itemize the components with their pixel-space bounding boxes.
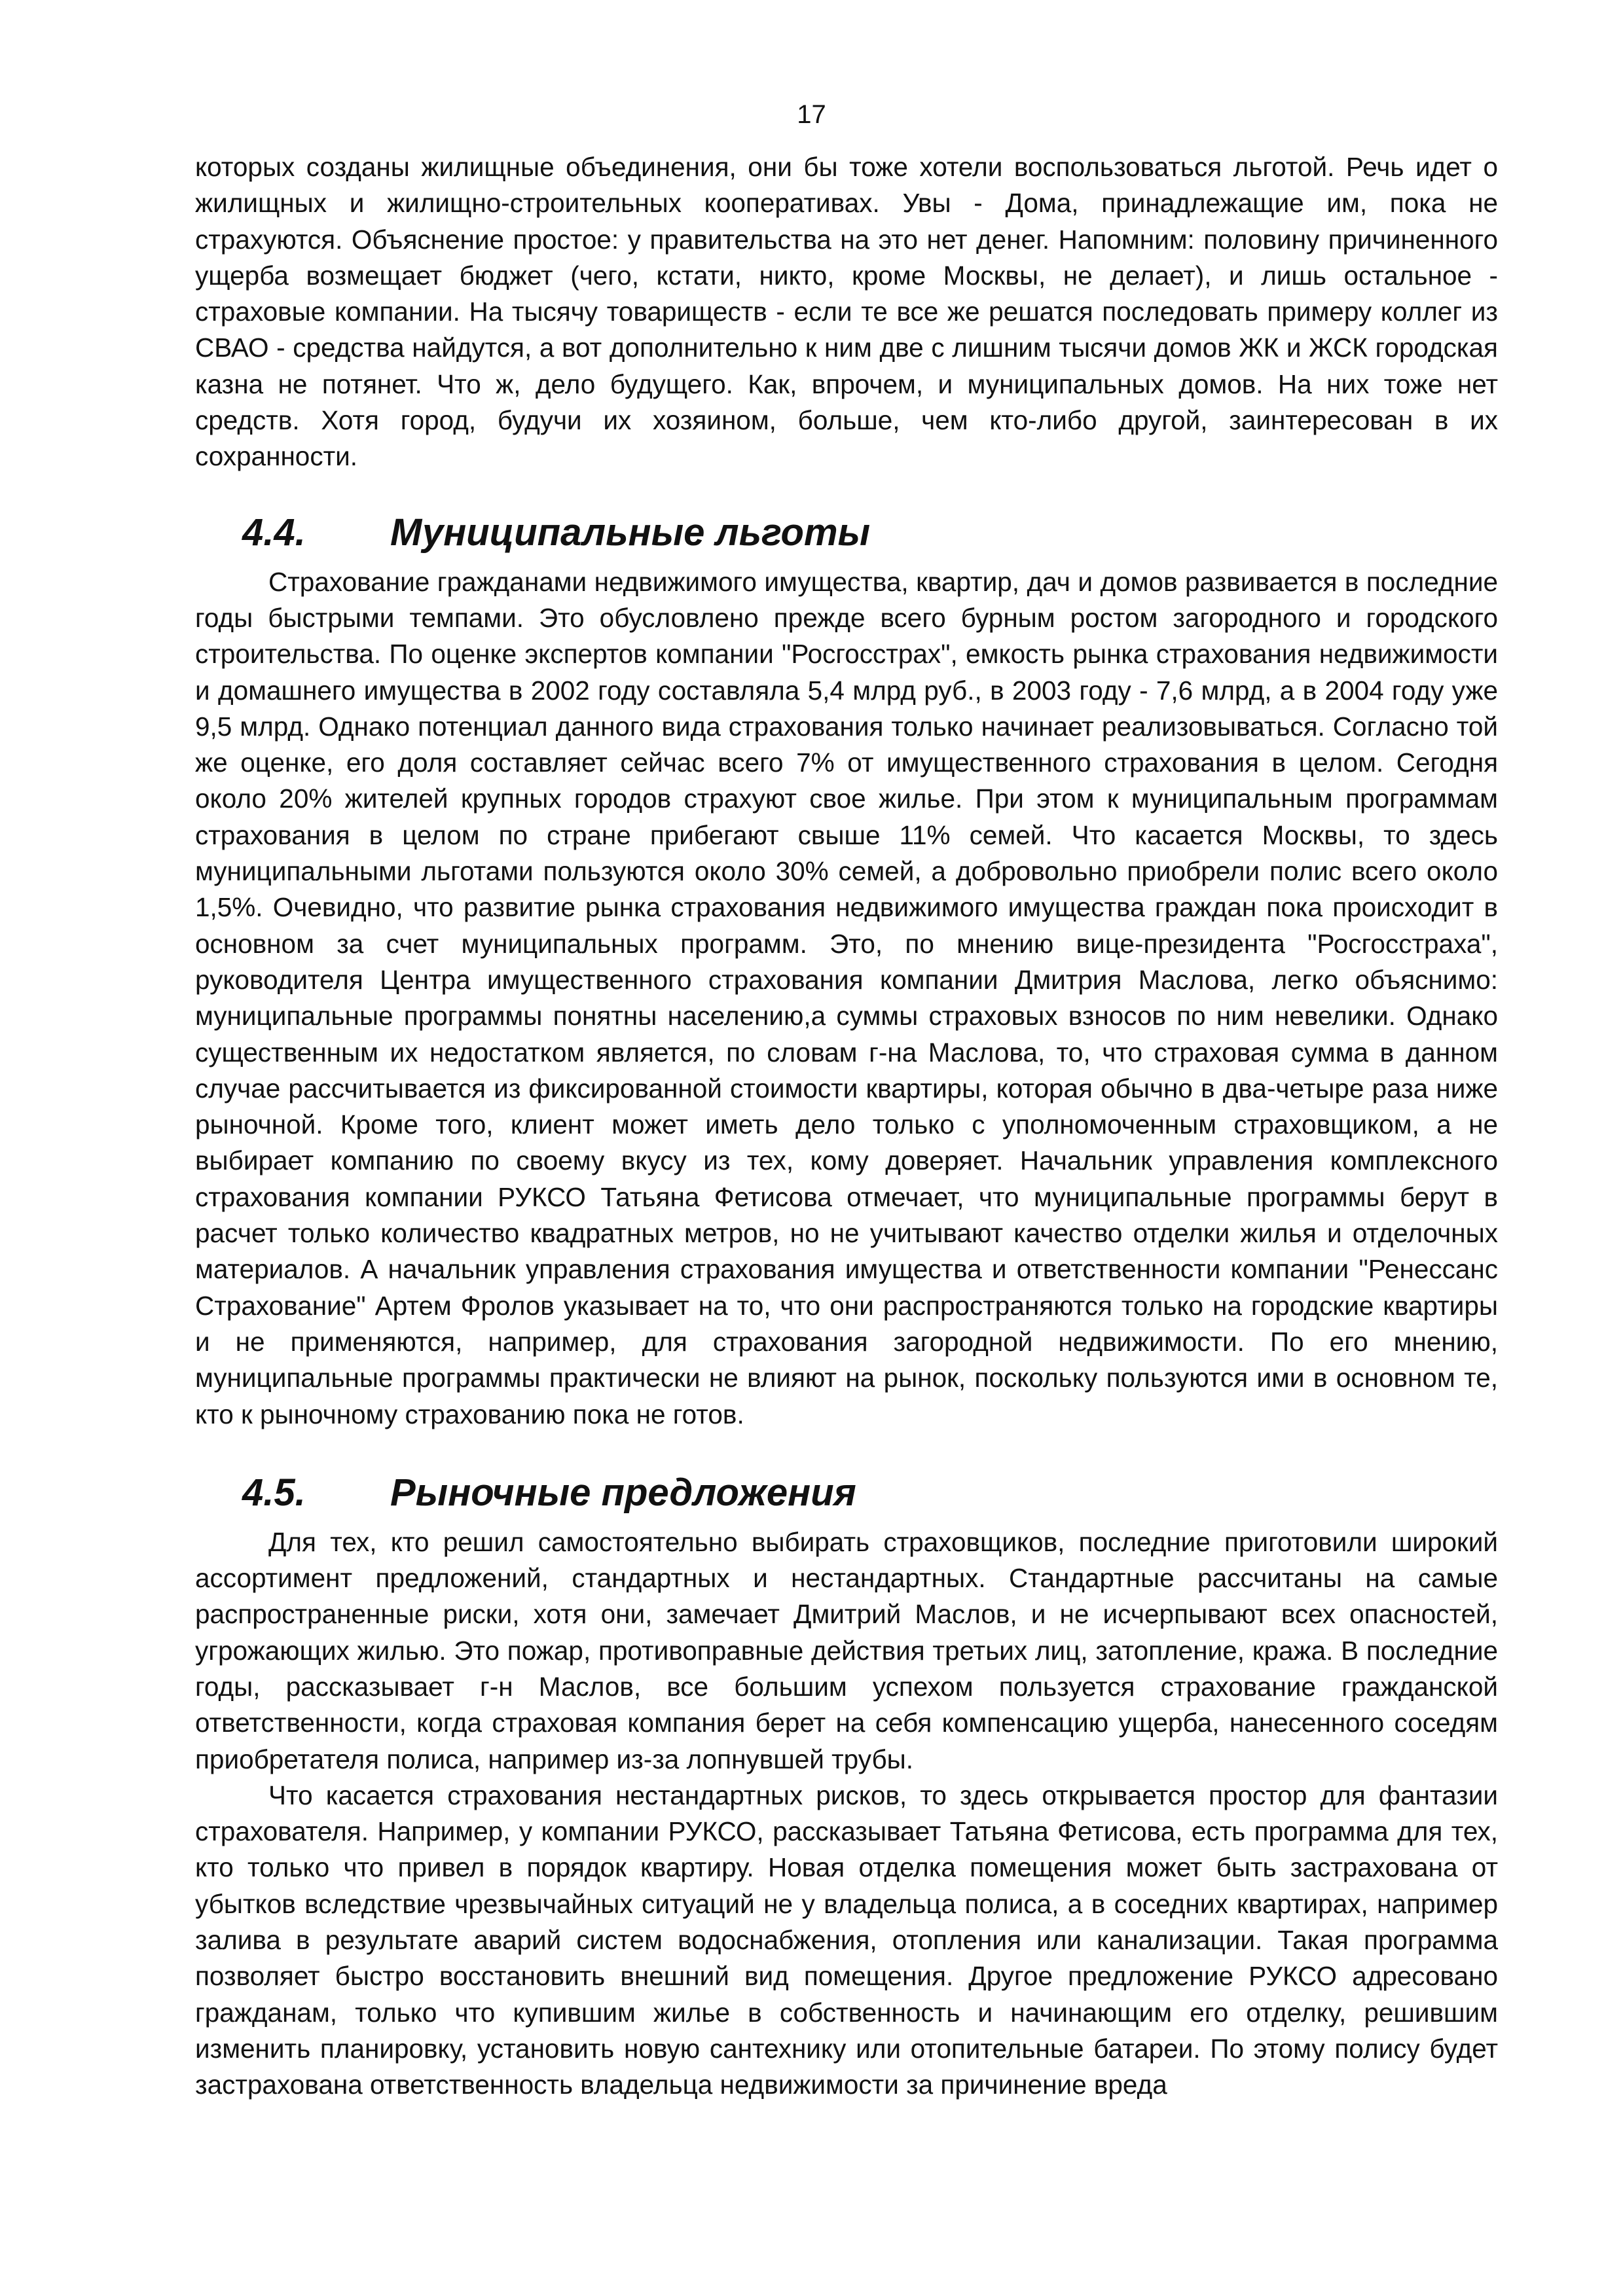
section-4-4-paragraph: Страхование гражданами недвижимого имущества, квартир, дач и домов развивается в последние годы быстрыми темпами. Это обусловлено прежде всего бурным ростом загородного и городского строительства. По оценке экспертов компании "Росгосстрах", емкость рынка страхования недвижимости и домашнего имущества в 2002 году составляла 5,4 млрд руб., в 2003 году - 7,6 млрд, а в 2004 году уже 9,5 млрд. Однако потенциал данного вида страхования только начинает реализовываться. Согласно той же оценке, его доля составляет сейчас всего 7% от имущественного страхования в целом. Сегодня около 20% жителей крупных городов страхуют свое жилье. При этом к муниципальным программам страхования в целом по стране прибегают свыше 11% семей. Что касается Москвы, то здесь муниципальными льготами пользуются около 30% семей, а добровольно приобрели полис всего около 1,5%. Очевидно, что развитие рынка страхования недвижимого имущества граждан пока происходит в основном за счет муниципальных программ. Это, по мнению вице-президента "Росгосстраха", руководителя Центра имущественного страхования компании Дмитрия Маслова, легко объяснимо: муниципальные программы понятны населению,а суммы страховых взносов по ним невелики. Однако существенным их недостатком является, по словам г-на Маслова, то, что страховая сумма в данном случае рассчитывается из фиксированной стоимости квартиры, которая обычно в два-четыре раза ниже рыночной. Кроме того, клиент может иметь дело только с уполномоченным страховщиком, а не выбирает компанию по своему вкусу из тех, кому доверяет. Начальник управления комплексного страхования компании РУКСО Татьяна Фетисова отмечает, что муниципальные программы берут в расчет только количество квадратных метров, но не учитывают качество отделки жилья и отделочных материалов. А начальник управления страхования имущества и ответственности компании "Ренессанс Страхование" Артем Фролов указывает на то, что они распространяются только на городские квартиры и не применяются, например, для страхования загородной недвижимости. По его мнению, муниципальные программы практически не влияют на рынок, поскольку пользуются ими в основном те, кто к рыночному страхованию пока не готов. [195,566,1498,1429]
intro-paragraph: которых созданы жилищные объединения, они бы тоже хотели воспользоваться льготой. Речь идет о жилищных и жилищно-строительных кооперативах. Увы - Дома, принадлежащие им, пока не страхуются. Объяснение простое: у правительства на это нет денег. Напомним: половину причиненного ущерба возмещает бюджет (чего, кстати, никто, кроме Москвы, не делает), и лишь остальное - страховые компании. На тысячу товариществ - если те все же решатся последовать примеру коллег из СВАО - средства найдутся, а вот дополнительно к ним две с лишним тысячи домов ЖК и ЖСК городская казна не потянет. Что ж, дело будущего. Как, впрочем, и муниципальных домов. На них тоже нет средств. Хотя город, будучи их хозяином, больше, чем кто-либо другой, заинтересован в их сохранности. [195,152,1498,472]
section-4-5-paragraph-1: Для тех, кто решил самостоятельно выбирать страховщиков, последние приготовили широкий ассортимент предложений, стандартных и нестандартных. Стандартные рассчитаны на самые распространенные риски, хотя они, замечает Дмитрий Маслов, и не исчерпывают всех опасностей, угрожающих жилью. Это пожар, противоправные действия третьих лиц, затопление, кража. В последние годы, рассказывает г-н Маслов, все большим успехом пользуется страхование гражданской ответственности, когда страховая компания берет на себя компенсацию ущерба, нанесенного соседям приобретателя полиса, например из-за лопнувшей трубы. [195,1526,1498,1774]
section-heading-4-4 [195,509,1498,556]
page-number: 17 [797,100,826,129]
section-title: Муниципальные льготы [390,511,871,554]
section-4-5-paragraph-2: Что касается страхования нестандартных рисков, то здесь открывается простор для фантазии страхователя. Например, у компании РУКСО, рассказывает Татьяна Фетисова, есть программа для тех, кто только что привел в порядок квартиру. Новая отделка помещения может быть застрахована от убытков вследствие чрезвычайных ситуаций не у владельца полиса, а в соседних квартирах, например залива в результате аварий систем водоснабжения, отопления или канализации. Такая программа позволяет быстро восстановить внешний вид помещения. Другое предложение РУКСО адресовано гражданам, только что купившим жилье в собственность и начинающим его отделку, решившим изменить планировку, установить новую сантехнику или отопительные батареи. По этому полису будет застрахована ответственность владельца недвижимости за причинение вреда [195,1780,1498,2100]
section-heading-4-5 [195,1469,1498,1516]
page-body [195,149,1498,2104]
section-title: Рыночные предложения [390,1471,856,1514]
section-number: 4.4. [242,511,306,554]
section-number: 4.5. [242,1471,306,1514]
